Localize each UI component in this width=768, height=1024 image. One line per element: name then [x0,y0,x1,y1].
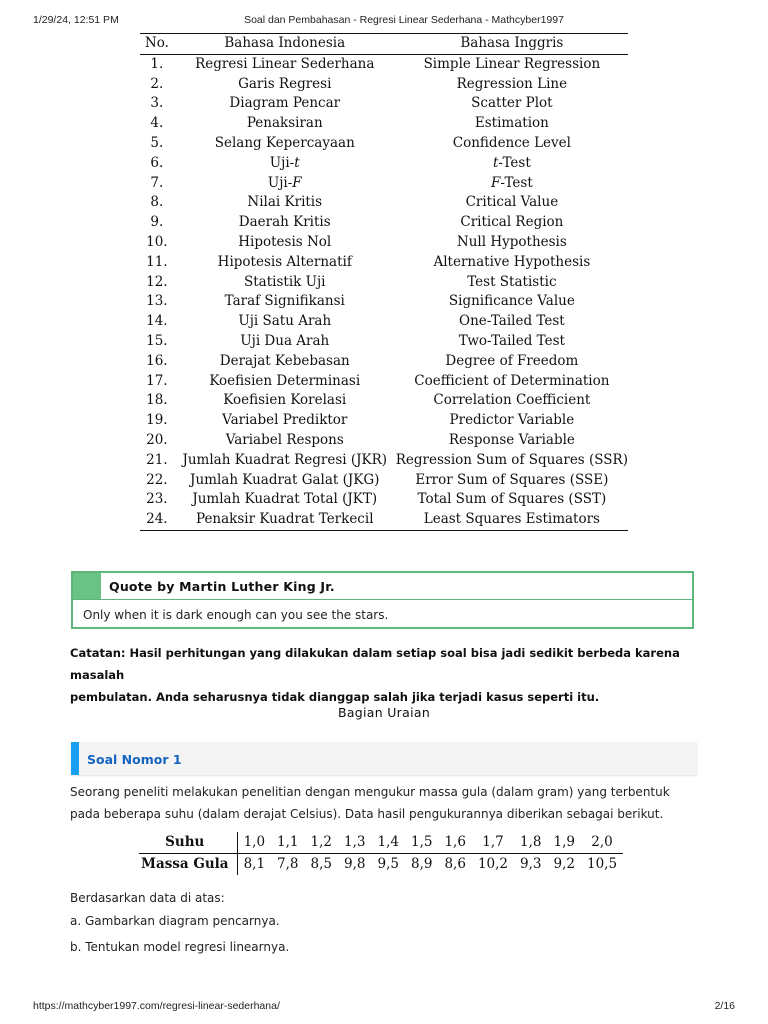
glossary-cell-no: 18. [146,392,168,409]
glossary-cell-indonesian: Penaksiran [246,115,323,132]
massa-gula-value: 8,9 [410,856,433,872]
massa-gula-value: 8,6 [444,856,466,872]
suhu-value: 1,0 [237,832,271,854]
glossary-row [140,332,628,352]
glossary-table [140,33,628,531]
glossary-row [140,213,628,233]
print-url: https://mathcyber1997.com/regresi-linear-sederhana/ [33,1000,280,1012]
glossary-cell-no: 21. [146,451,168,468]
glossary-cell-indonesian: Jumlah Kuadrat Regresi (JKR) [182,451,388,468]
glossary-cell-indonesian: Koefisien Determinasi [209,372,361,389]
glossary-row [140,94,628,114]
glossary-cell-english: Two-Tailed Test [458,332,565,349]
data-row-massa-gula [139,854,623,876]
glossary-cell-indonesian: Jumlah Kuadrat Total (JKT) [192,491,378,508]
glossary-cell-indonesian: Hipotesis Alternatif [217,253,352,270]
massa-gula-value: 8,1 [243,856,266,872]
massa-gula-value: 9,8 [344,856,366,872]
glossary-cell-no: 24. [146,511,168,528]
glossary-cell-no: 12. [146,273,168,290]
glossary-cell-no: 17. [146,372,168,389]
glossary-cell-indonesian: Uji-F [267,174,302,191]
soal-task-a: a. Gambarkan diagram pencarnya. [70,914,280,928]
glossary-cell-indonesian: Koefisien Korelasi [223,392,347,409]
suhu-value: 1,5 [405,832,438,854]
suhu-value: 1,4 [372,832,405,854]
glossary-row [140,352,628,372]
glossary-header-indonesian: Bahasa Indonesia [224,35,346,51]
glossary-cell-english: Test Statistic [467,273,557,290]
massa-gula-value: 9,3 [520,856,542,872]
glossary-header-row [140,34,628,55]
suhu-value: 1,7 [472,832,514,854]
glossary-row [140,273,628,293]
massa-gula-value: 8,5 [310,856,333,872]
glossary-cell-indonesian: Daerah Kritis [238,214,331,231]
glossary-cell-no: 6. [150,154,164,171]
glossary-cell-english: Critical Region [460,214,564,231]
massa-gula-value: 7,8 [277,856,299,872]
glossary-cell-indonesian: Garis Regresi [238,75,332,92]
glossary-row [140,451,628,471]
massa-gula-value: 10,5 [586,856,618,872]
glossary-cell-english: Coefficient of Determination [414,372,610,389]
data-row-suhu [139,832,623,854]
massa-gula-value: 9,5 [377,856,399,872]
soal-accent-bar [71,742,79,775]
glossary-row [140,193,628,213]
glossary-body [140,54,628,530]
soal-intro-line-2: pada beberapa suhu (dalam derajat Celsius). Data hasil pengukurannya diberikan sebagai berikut. [70,807,664,821]
soal-intro [70,781,700,825]
glossary-cell-english: Degree of Freedom [445,352,579,369]
glossary-cell-english: Alternative Hypothesis [433,253,591,270]
glossary-row [140,253,628,273]
glossary-cell-english: Correlation Coefficient [433,392,591,409]
glossary-row [140,372,628,392]
suhu-value: 2,0 [581,832,623,854]
glossary-cell-indonesian: Uji-t [269,154,300,171]
glossary-cell-english: Least Squares Estimators [423,511,600,528]
glossary-cell-indonesian: Penaksir Kuadrat Terkecil [195,511,374,528]
glossary-cell-indonesian: Statistik Uji [244,273,326,290]
soal-heading-box [71,742,697,775]
glossary-row [140,154,628,174]
data-row-label-massa-gula: Massa Gula [139,854,237,876]
glossary-cell-indonesian: Variabel Respons [225,431,344,448]
glossary-row [140,75,628,95]
glossary-cell-indonesian: Regresi Linear Sederhana [195,55,375,72]
glossary-cell-english: Simple Linear Regression [423,55,601,72]
suhu-value: 1,1 [271,832,304,854]
rounding-note-line-2: pembulatan. Anda seharusnya tidak dianggap salah jika terjadi kasus seperti itu. [70,690,600,704]
suhu-value: 1,9 [548,832,581,854]
glossary-cell-no: 19. [146,412,168,429]
print-doc-title: Soal dan Pembahasan - Regresi Linear Sederhana - Mathcyber1997 [244,14,564,26]
glossary-cell-indonesian: Uji Dua Arah [240,332,330,349]
glossary-cell-no: 22. [146,471,168,488]
glossary-cell-english: t-Test [492,154,531,171]
glossary-cell-english: Response Variable [448,431,575,448]
glossary-row [140,292,628,312]
massa-gula-value: 9,2 [553,856,575,872]
glossary-row [140,233,628,253]
glossary-cell-indonesian: Diagram Pencar [229,95,341,112]
glossary-cell-indonesian: Nilai Kritis [247,194,323,211]
glossary-cell-no: 1. [150,55,164,72]
glossary-header-english: Bahasa Inggris [460,35,564,51]
data-table [139,832,623,875]
glossary-cell-no: 15. [146,332,168,349]
glossary-cell-no: 10. [146,233,168,250]
glossary-cell-no: 8. [150,194,164,211]
suhu-value: 1,6 [438,832,471,854]
glossary-cell-english: One-Tailed Test [459,313,565,330]
glossary-cell-indonesian: Selang Kepercayaan [214,134,355,151]
glossary-cell-english: Error Sum of Squares (SSE) [415,471,609,488]
glossary-cell-english: F-Test [490,174,533,191]
rounding-note-line-1: Catatan: Hasil perhitungan yang dilakukan dalam setiap soal bisa jadi sedikit berbeda karena masalah [70,646,680,682]
glossary-cell-english: Regression Line [456,75,568,92]
glossary-cell-english: Scatter Plot [471,95,553,112]
glossary-header-no: No. [144,35,169,51]
glossary-cell-no: 4. [150,115,164,132]
glossary-cell-indonesian: Variabel Prediktor [222,412,348,429]
glossary-cell-english: Null Hypothesis [456,233,567,250]
glossary-cell-no: 9. [150,214,164,231]
glossary-cell-english: Confidence Level [452,134,571,151]
glossary-row [140,312,628,332]
soal-prompt: Berdasarkan data di atas: [70,891,225,905]
glossary-cell-no: 7. [150,174,164,191]
glossary-cell-indonesian: Jumlah Kuadrat Galat (JKG) [190,471,380,488]
glossary-cell-no: 14. [146,313,168,330]
suhu-value: 1,2 [305,832,338,854]
glossary-row [140,431,628,451]
quote-box [71,571,694,629]
glossary-row [140,134,628,154]
glossary-cell-english: Predictor Variable [449,412,575,429]
glossary-cell-indonesian: Derajat Kebebasan [219,352,350,369]
glossary-cell-no: 11. [146,253,168,270]
suhu-value: 1,3 [338,832,371,854]
glossary-cell-no: 20. [146,431,168,448]
glossary-row [140,411,628,431]
massa-gula-value: 10,2 [477,856,509,872]
glossary-cell-english: Total Sum of Squares (SST) [417,491,607,508]
data-row-label-suhu: Suhu [139,832,237,854]
glossary-row [140,114,628,134]
glossary-cell-english: Critical Value [465,194,559,211]
glossary-row [140,174,628,194]
glossary-cell-indonesian: Uji Satu Arah [238,313,332,330]
soal-label: Soal Nomor 1 [87,752,182,767]
soal-task-b: b. Tentukan model regresi linearnya. [70,940,290,954]
glossary-cell-indonesian: Hipotesis Nol [238,233,332,250]
glossary-cell-no: 2. [150,75,164,92]
glossary-cell-english: Significance Value [448,293,575,310]
suhu-value: 1,8 [514,832,547,854]
print-datetime: 1/29/24, 12:51 PM [33,14,119,26]
glossary-cell-english: Regression Sum of Squares (SSR) [395,451,628,468]
glossary-row [140,490,628,510]
glossary-row [140,471,628,491]
quote-text: Only when it is dark enough can you see the stars. [83,608,389,622]
glossary-cell-no: 5. [150,134,164,151]
glossary-cell-indonesian: Taraf Signifikansi [224,293,345,310]
glossary-cell-no: 16. [146,352,168,369]
glossary-row [140,54,628,74]
quote-accent [73,573,101,599]
rounding-note [70,642,700,708]
glossary-row [140,391,628,411]
glossary-row [140,510,628,530]
print-page-number: 2/16 [714,1000,735,1012]
section-heading: Bagian Uraian [337,705,431,720]
quote-title: Quote by Martin Luther King Jr. [109,579,335,594]
glossary-cell-no: 23. [146,491,168,508]
glossary-cell-english: Estimation [474,115,549,132]
soal-intro-line-1: Seorang peneliti melakukan penelitian dengan mengukur massa gula (dalam gram) yang terbentuk [70,785,670,799]
glossary-cell-no: 13. [146,293,168,310]
quote-header [73,573,692,600]
glossary-cell-no: 3. [150,95,164,112]
